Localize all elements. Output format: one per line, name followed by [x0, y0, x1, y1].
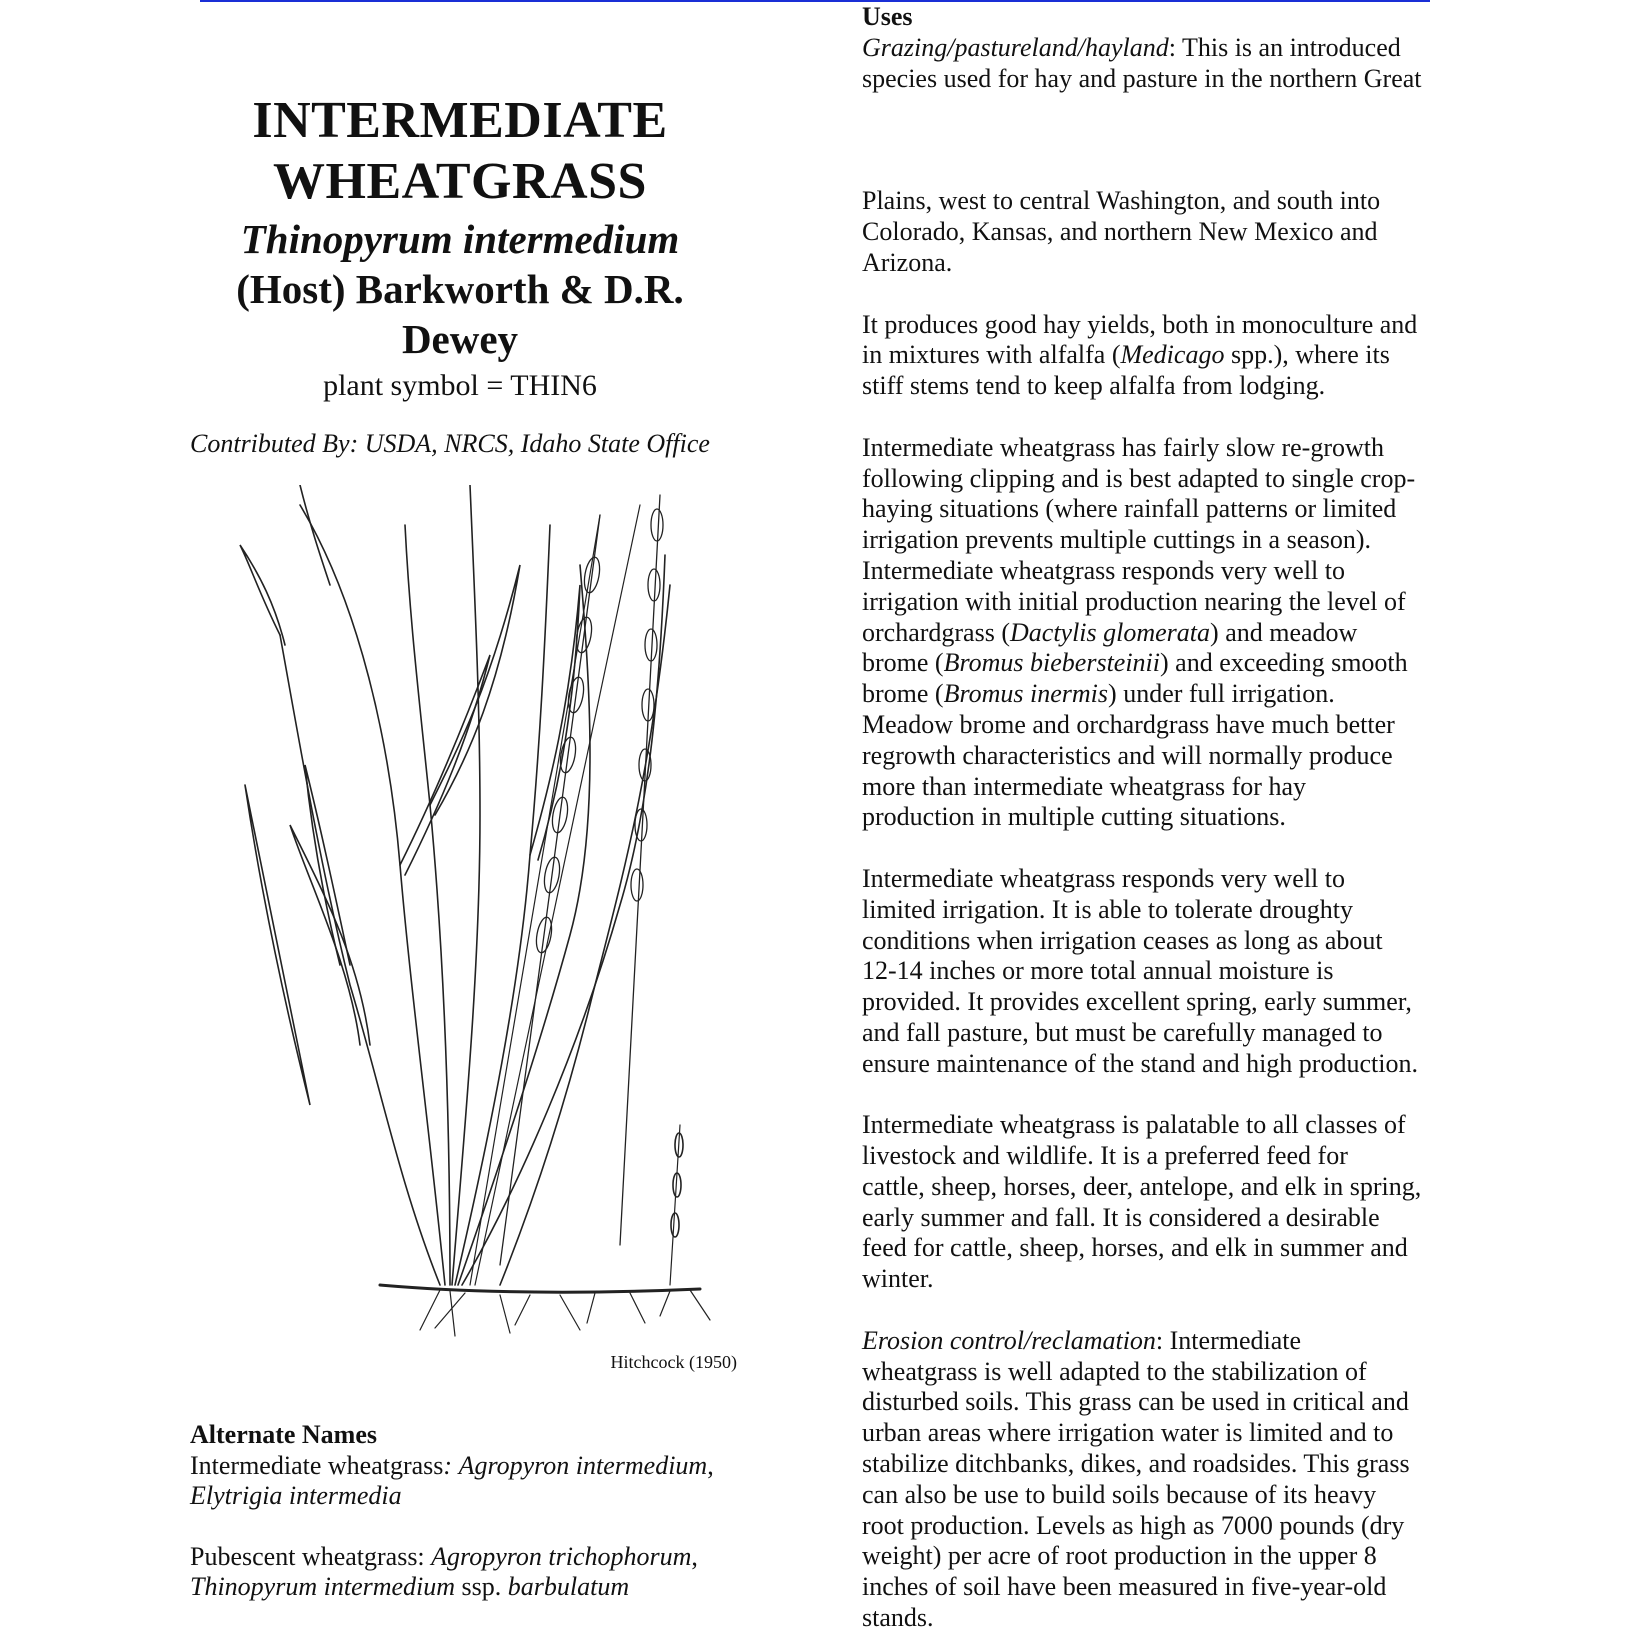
- contributed-by: Contributed By: USDA, NRCS, Idaho State Office: [190, 429, 710, 458]
- text-line: cattle, sheep, horses, deer, antelope, and elk in spring,: [862, 1171, 1422, 1201]
- text-line: in mixtures with alfalfa (: [862, 340, 1121, 370]
- paragraph-gap: [862, 279, 1462, 310]
- text-line: urban areas where irrigation water is limited and to: [862, 1418, 1394, 1448]
- text-line: livestock and wildlife. It is a preferred feed for: [862, 1141, 1348, 1171]
- text-line: regrowth characteristics and will normally produce: [862, 740, 1393, 770]
- text-line: weight) per acre of root production in the upper 8: [862, 1541, 1377, 1571]
- plant-illustration: [200, 485, 740, 1372]
- text-line: following clipping and is best adapted to single crop-: [862, 463, 1416, 493]
- alt-name-ssp: ssp.: [455, 1572, 508, 1601]
- text-line: haying situations (where rainfall patterns or limited: [862, 494, 1397, 524]
- text-line: early summer and fall. It is considered a desirable: [862, 1202, 1380, 1232]
- text-line: Plains, west to central Washington, and south into: [862, 186, 1381, 216]
- text-line: Arizona.: [862, 247, 953, 277]
- text-line: wheatgrass is well adapted to the stabilization of: [862, 1356, 1367, 1386]
- text-line: Colorado, Kansas, and northern New Mexico and: [862, 217, 1378, 247]
- page-title: [190, 90, 730, 212]
- text-line: more than intermediate wheatgrass for hay: [862, 771, 1306, 801]
- title-line-1: INTERMEDIATE: [252, 92, 668, 149]
- text-line: spp.), where its: [1224, 340, 1390, 370]
- column-gap: [862, 94, 1462, 186]
- alternate-names-section: [190, 1420, 750, 1633]
- uses-erosion-paragraph: [862, 1326, 1462, 1634]
- alt-name-synonym: Agropyron intermedium: [458, 1450, 708, 1480]
- uses-heading: Uses: [862, 2, 913, 31]
- text-line: feed for cattle, sheep, horses, and elk in summer and: [862, 1233, 1408, 1263]
- paragraph-gap: [862, 1080, 1462, 1111]
- text-line: : This is an introduced: [1168, 32, 1401, 62]
- text-line: and fall pasture, but must be carefully managed to: [862, 1017, 1383, 1047]
- grass-illustration-icon: [200, 485, 740, 1345]
- text-line: Meadow brome and orchardgrass have much better: [862, 709, 1395, 739]
- text-line: stiff stems tend to keep alfalfa from lodging.: [862, 371, 1326, 401]
- alt-name-label: Pubescent wheatgrass:: [190, 1541, 432, 1571]
- text-line: brome (: [862, 648, 944, 678]
- uses-regrowth-paragraph: [862, 433, 1462, 833]
- text-line: ) and meadow: [1210, 617, 1358, 647]
- text-line: provided. It provides excellent spring, early summer,: [862, 987, 1412, 1017]
- paragraph-gap: [862, 402, 1462, 433]
- alt-name-synonym: Agropyron trichophorum: [431, 1541, 692, 1571]
- text-line: ensure maintenance of the stand and high production.: [862, 1048, 1418, 1078]
- alt-name-comma: ,: [707, 1450, 714, 1480]
- title-line-2: WHEATGRASS: [273, 153, 647, 210]
- figure-caption: Hitchcock (1950): [610, 1352, 737, 1372]
- text-line: orchardgrass (: [862, 617, 1010, 647]
- alt-name-comma: ,: [691, 1541, 698, 1571]
- text-line: : Intermediate: [1155, 1325, 1302, 1355]
- uses-grazing-intro: [862, 33, 1462, 95]
- text-line: irrigation with initial production nearing the level of: [862, 586, 1406, 616]
- text-line: ) and exceeding smooth: [1160, 648, 1408, 678]
- text-line: stabilize ditchbanks, dikes, and roadsides. This grass: [862, 1449, 1410, 1479]
- species-name: Bromus inermis: [943, 679, 1109, 709]
- text-line: Intermediate wheatgrass is palatable to all classes of: [862, 1110, 1406, 1140]
- text-line: conditions when irrigation ceases as long as about: [862, 925, 1383, 955]
- subsection-label: Erosion control/reclamation: [862, 1325, 1156, 1355]
- text-line: stands.: [862, 1603, 934, 1633]
- text-line: root production. Levels as high as 7000 pounds (dry: [862, 1510, 1405, 1540]
- text-line: production in multiple cutting situations.: [862, 802, 1286, 832]
- author-line-2: Dewey: [401, 316, 519, 362]
- alt-name-synonym: Thinopyrum intermedium: [190, 1572, 456, 1601]
- alt-name-sep: :: [443, 1450, 453, 1480]
- plant-symbol: plant symbol = THIN6: [323, 369, 597, 402]
- text-line: limited irrigation. It is able to tolerate droughty: [862, 894, 1353, 924]
- author-line-1: (Host) Barkworth & D.R.: [236, 266, 684, 312]
- text-line: ) under full irrigation.: [1108, 679, 1335, 709]
- uses-palatable-paragraph: [862, 1110, 1462, 1295]
- author-citation: [190, 264, 730, 364]
- text-line: It produces good hay yields, both in monoculture and: [862, 309, 1418, 339]
- text-line: Intermediate wheatgrass has fairly slow re-growth: [862, 432, 1384, 462]
- text-line: brome (: [862, 679, 944, 709]
- paragraph-gap: [862, 833, 1462, 864]
- text-line: winter.: [862, 1264, 934, 1294]
- uses-hay-paragraph: [862, 310, 1462, 402]
- uses-grazing-continued: [862, 186, 1462, 278]
- text-line: disturbed soils. This grass can be used in critical and: [862, 1387, 1409, 1417]
- title-block: [190, 90, 730, 460]
- alternate-names-heading: Alternate Names: [190, 1420, 377, 1449]
- text-line: irrigation prevents multiple cuttings in a season).: [862, 525, 1372, 555]
- text-line: 12-14 inches or more total annual moisture is: [862, 956, 1334, 986]
- alt-name-label: Intermediate wheatgrass: [190, 1450, 444, 1480]
- text-line: Intermediate wheatgrass responds very well to: [862, 555, 1346, 585]
- species-name: Dactylis glomerata: [1010, 617, 1211, 647]
- scientific-name: Thinopyrum intermedium: [240, 216, 680, 262]
- genus-name: Medicago: [1120, 340, 1225, 370]
- text-line: can also be use to build soils because of its heavy: [862, 1479, 1377, 1509]
- alternate-name-pubescent: [190, 1542, 750, 1603]
- paragraph-gap: [862, 1295, 1462, 1326]
- alt-name-synonym: barbulatum: [507, 1572, 630, 1601]
- species-name: Bromus biebersteinii: [943, 648, 1160, 678]
- uses-section: [862, 2, 1462, 1634]
- alternate-name-intermediate: [190, 1451, 750, 1512]
- alt-name-synonym: Elytrigia intermedia: [190, 1481, 402, 1510]
- text-line: inches of soil have been measured in five-year-old: [862, 1572, 1387, 1602]
- text-line: Intermediate wheatgrass responds very well to: [862, 863, 1346, 893]
- subsection-label: Grazing/pastureland/hayland: [862, 32, 1169, 62]
- uses-limited-irrigation-paragraph: [862, 864, 1462, 1080]
- text-line: species used for hay and pasture in the northern Great: [862, 63, 1422, 93]
